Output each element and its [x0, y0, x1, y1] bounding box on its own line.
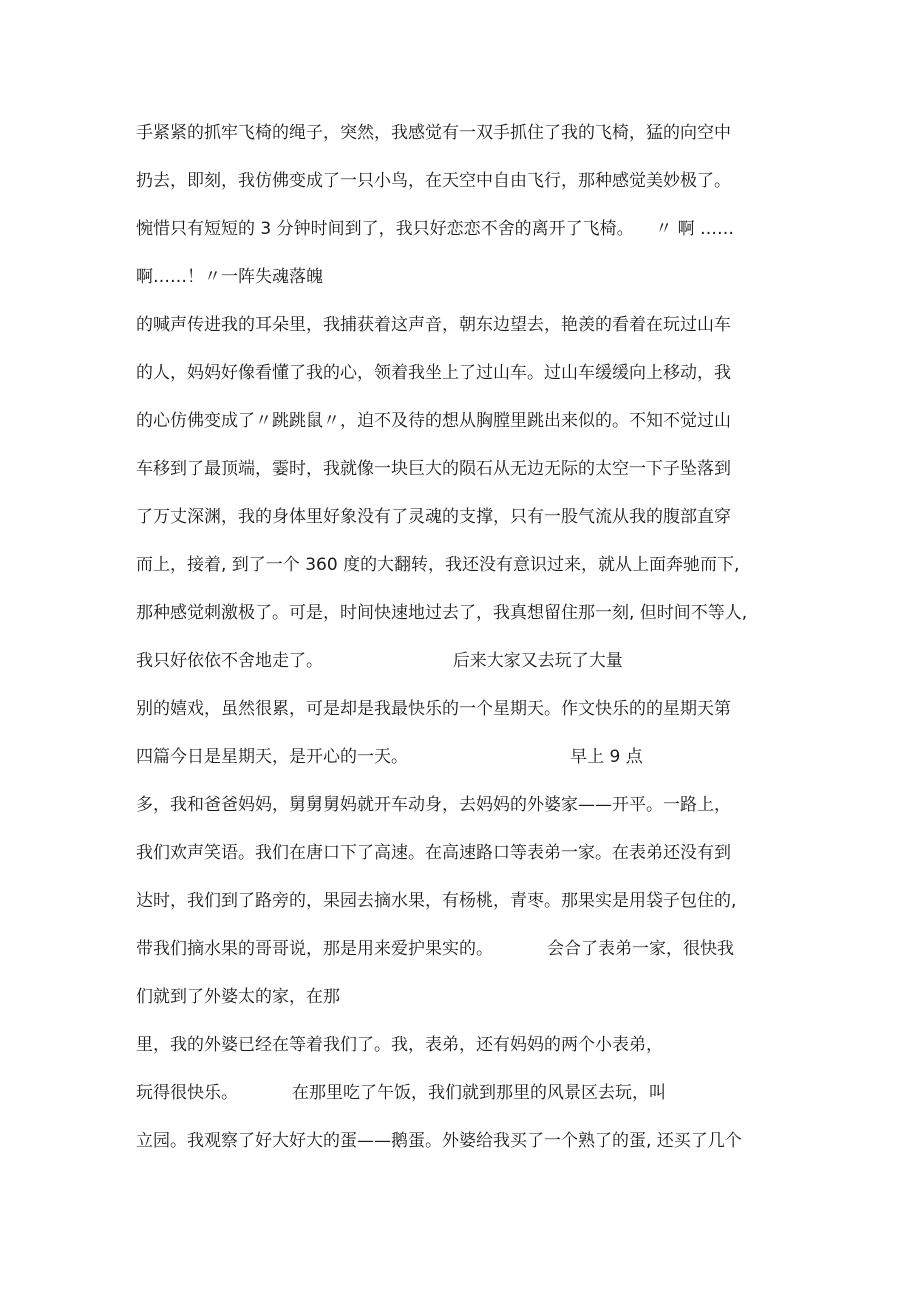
- text-line: 我只好依依不舍地走了。 后来大家又去玩了大量: [136, 651, 623, 671]
- text-line: 别的嬉戏，虽然很累，可是却是我最快乐的一个星期天。作文快乐的的星期天第: [136, 699, 731, 719]
- text-line: 而上，接着, 到了一个 360 度的大翻转，我还没有意识过来，就从上面奔驰而下,: [136, 555, 740, 575]
- text-line: 的人，妈妈好像看懂了我的心，领着我坐上了过山车。过山车缓缓向上移动，我: [136, 363, 731, 383]
- text-line: 带我们摘水果的哥哥说，那是用来爱护果实的。 会合了表弟一家，很快我: [136, 939, 735, 959]
- text-line: 多，我和爸爸妈妈，舅舅舅妈就开车动身，去妈妈的外婆家——开平。一路上，: [136, 795, 731, 815]
- text-line: 车移到了最顶端，霎时，我就像一块巨大的陨石从无边无际的太空一下子坠落到: [136, 459, 731, 479]
- text-line: 手紧紧的抓牢飞椅的绳子，突然，我感觉有一双手抓住了我的飞椅，猛的向空中: [136, 123, 731, 143]
- text-line: 扔去，即刻，我仿佛变成了一只小鸟，在天空中自由飞行，那种感觉美妙极了。: [136, 171, 731, 191]
- text-line: 玩得很快乐。 在那里吃了午饭，我们就到那里的风景区去玩，叫: [136, 1083, 667, 1103]
- text-line: 四篇今日是星期天，是开心的一天。 早上 9 点: [136, 747, 643, 767]
- text-line: 立园。我观察了好大好大的蛋——鹅蛋。外婆给我买了一个熟了的蛋, 还买了几个: [136, 1131, 742, 1151]
- text-line: 的喊声传进我的耳朵里，我捕获着这声音，朝东边望去，艳羡的看着在玩过山车: [136, 315, 731, 335]
- text-line: 的心仿佛变成了〃跳跳鼠〃，迫不及待的想从胸膛里跳出来似的。不知不觉过山: [136, 411, 731, 431]
- text-line: 了万丈深渊，我的身体里好象没有了灵魂的支撑，只有一股气流从我的腹部直穿: [136, 507, 731, 527]
- text-line: 里，我的外婆已经在等着我们了。我，表弟，还有妈妈的两个小表弟，: [136, 1035, 663, 1055]
- text-line: 我们欢声笑语。我们在唐口下了高速。在高速路口等表弟一家。在表弟还没有到: [136, 843, 731, 863]
- text-line: 们就到了外婆太的家，在那: [136, 987, 340, 1007]
- text-line: 达时，我们到了路旁的，果园去摘水果，有杨桃，青枣。那果实是用袋子包住的,: [136, 891, 737, 911]
- text-line: 那种感觉刺激极了。可是，时间快速地过去了，我真想留住那一刻, 但时间不等人,: [136, 603, 748, 623]
- text-line: 惋惜只有短短的 3 分钟时间到了，我只好恋恋不舍的离开了飞椅。 〃 啊 ……: [136, 219, 735, 239]
- text-line: 啊……！〃一阵失魂落魄: [136, 267, 323, 287]
